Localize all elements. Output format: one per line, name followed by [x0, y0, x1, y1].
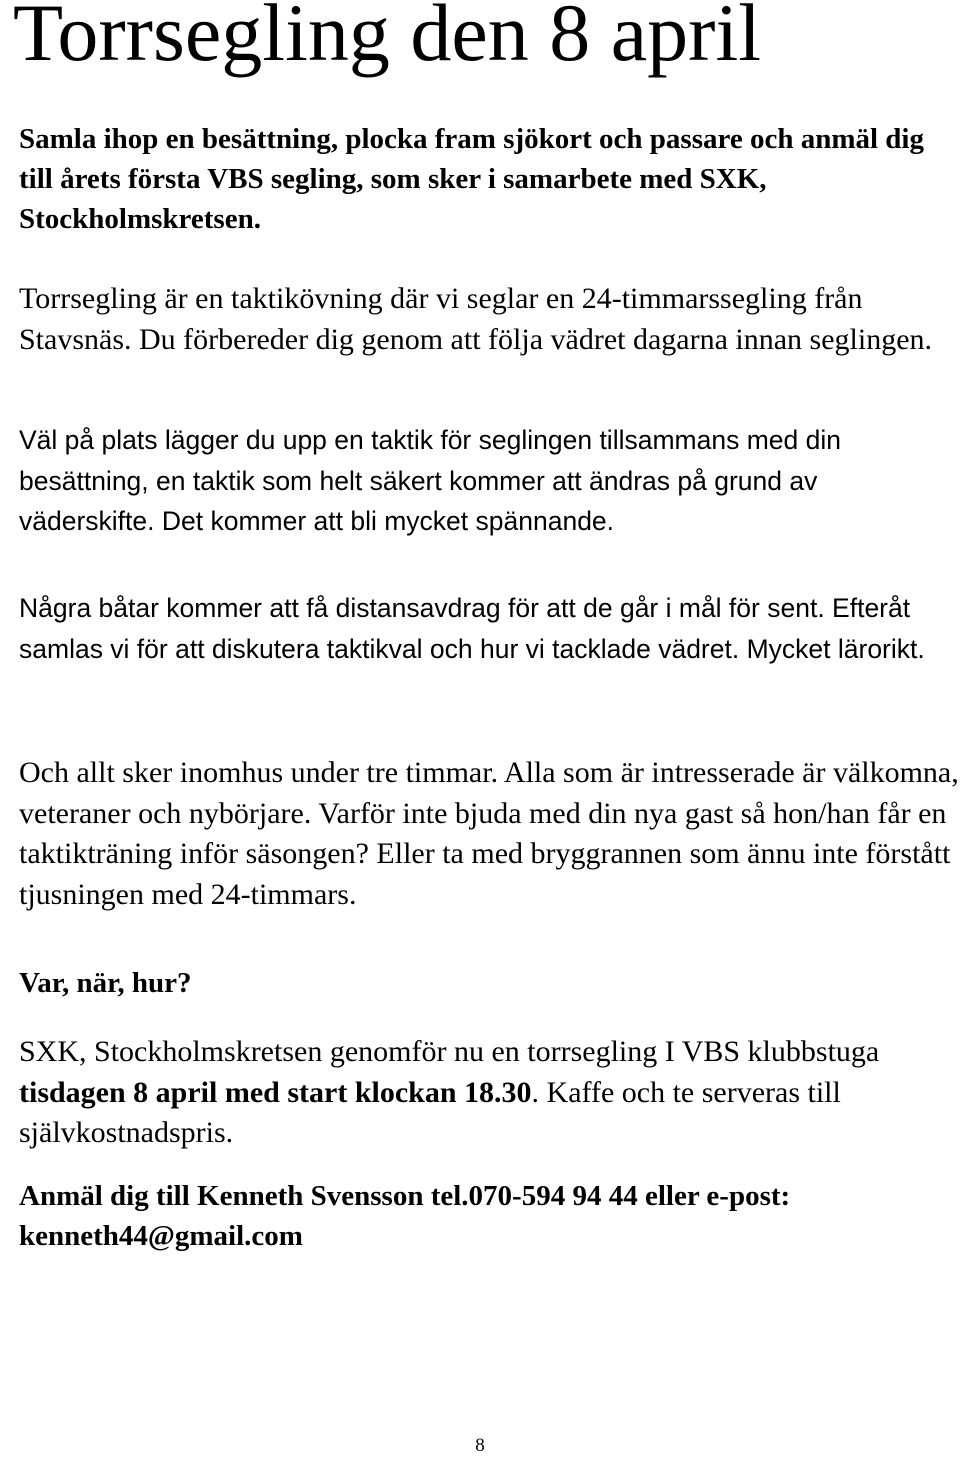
body-paragraph-2: Väl på plats lägger du upp en taktik för seglingen tillsammans med din besättning, en taktik som helt säkert kommer att ändras på grund av väderskifte. Det kommer att bli mycket spännande.	[19, 425, 841, 536]
event-details-text: SXK, Stockholmskretsen genomför nu en torrsegling I VBS klubbstuga	[19, 1035, 880, 1068]
page-title: Torrsegling den 8 april	[13, 0, 762, 78]
event-details-text-end: . Kaffe och te serveras till självkostnadspris.	[19, 1075, 841, 1149]
intro-paragraph: Samla ihop en besättning, plocka fram sjökort och passare och anmäl dig till årets första VBS segling, som sker i samarbete med SXK, Stockholmskretsen.	[19, 123, 924, 235]
page-number: 8	[475, 1435, 485, 1456]
body-paragraph-3: Några båtar kommer att få distansavdrag för att de går i mål för sent. Efteråt samlas vi för att diskutera taktikval och hur vi tacklade vädret. Mycket lärorikt.	[19, 593, 925, 664]
body-paragraph-4: Och allt sker inomhus under tre timmar. Alla som är intresserade är välkomna, veteraner och nybörjare. Varför inte bjuda med din nya gast så hon/han får en taktikträning inför säsongen? Eller ta med bryggrannen som ännu inte förstått tjusningen med 24-timmars.	[19, 756, 959, 911]
event-date-time: tisdagen 8 april med start klockan 18.30	[19, 1075, 532, 1109]
event-details-paragraph	[19, 1032, 949, 1154]
where-when-how-heading: Var, när, hur?	[19, 967, 192, 999]
body-paragraph-1: Torrsegling är en taktikövning där vi seglar en 24-timmarssegling från Stavsnäs. Du förbereder dig genom att följa vädret dagarna innan seglingen.	[19, 282, 933, 356]
signup-contact: Anmäl dig till Kenneth Svensson tel.070-594 94 44 eller e-post: kenneth44@gmail.com	[19, 1180, 791, 1252]
